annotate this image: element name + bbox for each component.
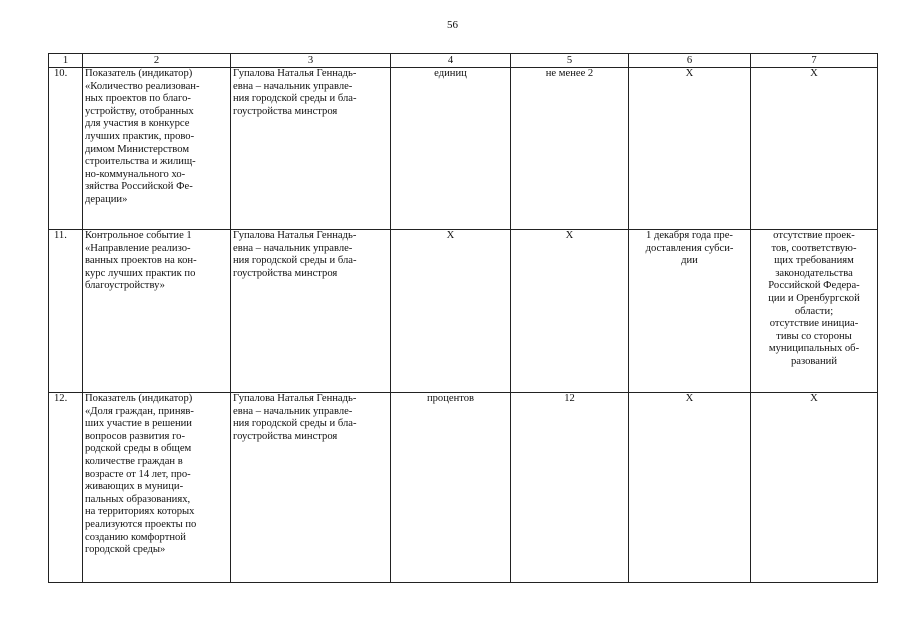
responsible-person: Гупалова Наталья Геннадь- евна – начальник управле- ния городской среды и бла- гоустройства минстроя	[231, 230, 391, 393]
table-row	[49, 230, 878, 393]
responsible-person: Гупалова Наталья Геннадь- евна – начальник управле- ния городской среды и бла- гоустройства минстроя	[231, 68, 391, 230]
unit: процентов	[391, 393, 511, 583]
page-number: 56	[447, 19, 458, 31]
target-value: не менее 2	[511, 68, 629, 230]
target-value: 12	[511, 393, 629, 583]
unit: X	[391, 230, 511, 393]
row-number: 12.	[49, 393, 83, 583]
header-col-2: 2	[83, 54, 231, 68]
header-col-6: 6	[629, 54, 751, 68]
note: X	[751, 68, 878, 230]
header-col-3: 3	[231, 54, 391, 68]
deadline: 1 декабря года пре- доставления субси- дии	[629, 230, 751, 393]
row-number: 11.	[49, 230, 83, 393]
header-col-5: 5	[511, 54, 629, 68]
note: отсутствие проек- тов, соответствую- щих требованиям законодательства Российской Федера- ции и Оренбургской области; отсутствие инициа- тивы со стороны муниципальных об- разований	[751, 230, 878, 393]
header-row	[49, 54, 878, 68]
header-col-4: 4	[391, 54, 511, 68]
indicator-name: Контрольное событие 1 «Направление реализо- ванных проектов на кон- курс лучших практик по благоустройству»	[83, 230, 231, 393]
indicator-name: Показатель (индикатор) «Количество реализован- ных проектов по благо- устройству, отобранных для участия в конкурсе лучших практик, прово- димом Министерством строительства и жилищ- но-коммунального хо- зяйства Российской Фе- дерации»	[83, 68, 231, 230]
target-value: X	[511, 230, 629, 393]
note: X	[751, 393, 878, 583]
unit: единиц	[391, 68, 511, 230]
responsible-person: Гупалова Наталья Геннадь- евна – начальник управле- ния городской среды и бла- гоустройства минстроя	[231, 393, 391, 583]
header-col-7: 7	[751, 54, 878, 68]
deadline: X	[629, 393, 751, 583]
indicators-table	[48, 53, 878, 583]
deadline: X	[629, 68, 751, 230]
table-row	[49, 68, 878, 230]
row-number: 10.	[49, 68, 83, 230]
table-row	[49, 393, 878, 583]
indicator-name: Показатель (индикатор) «Доля граждан, приняв- ших участие в решении вопросов развития го- родской среды в общем количестве граждан в возрасте от 14 лет, про- живающих в муници- пальных образованиях, на территориях которых реализуются проекты по созданию комфортной городской среды»	[83, 393, 231, 583]
header-col-1: 1	[49, 54, 83, 68]
